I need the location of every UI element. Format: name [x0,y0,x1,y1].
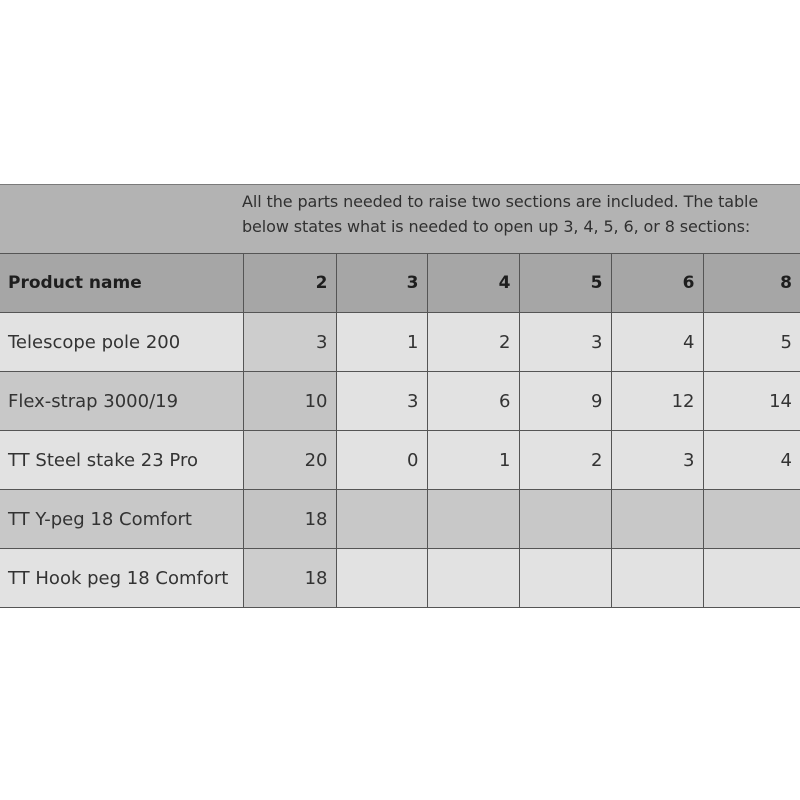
qty-cell: 1 [336,313,427,372]
header-sections-6: 6 [611,254,703,313]
product-name-cell: TT Steel stake 23 Pro [0,431,243,490]
qty-cell: 18 [243,490,336,549]
parts-table [0,253,800,608]
table-row [0,431,800,490]
product-name-cell: TT Y-peg 18 Comfort [0,490,243,549]
header-sections-8: 8 [703,254,800,313]
qty-cell: 3 [243,313,336,372]
qty-cell: 9 [519,372,611,431]
qty-cell: 10 [243,372,336,431]
empty-cell [336,490,427,549]
header-sections-5: 5 [519,254,611,313]
qty-cell: 1 [427,431,519,490]
table-note: All the parts needed to raise two sections are included. The table below states what is needed to open up 3, 4, 5, 6, or 8 sections: [242,192,759,236]
product-name-cell: Flex-strap 3000/19 [0,372,243,431]
empty-cell [519,549,611,608]
table-note-bar [0,184,800,253]
header-product-name: Product name [0,254,243,313]
qty-cell: 5 [703,313,800,372]
empty-cell [336,549,427,608]
qty-cell: 12 [611,372,703,431]
empty-cell [703,490,800,549]
table-row [0,372,800,431]
empty-cell [519,490,611,549]
table-header-row [0,254,800,313]
qty-cell: 6 [427,372,519,431]
product-name-cell: Telescope pole 200 [0,313,243,372]
empty-cell [611,549,703,608]
qty-cell: 4 [611,313,703,372]
qty-cell: 3 [519,313,611,372]
qty-cell: 2 [427,313,519,372]
table-row [0,490,800,549]
qty-cell: 3 [336,372,427,431]
empty-cell [427,490,519,549]
qty-cell: 0 [336,431,427,490]
product-name-cell: TT Hook peg 18 Comfort [0,549,243,608]
parts-table-panel [0,184,800,608]
qty-cell: 18 [243,549,336,608]
header-sections-2: 2 [243,254,336,313]
qty-cell: 3 [611,431,703,490]
table-row [0,313,800,372]
qty-cell: 4 [703,431,800,490]
empty-cell [703,549,800,608]
qty-cell: 2 [519,431,611,490]
qty-cell: 14 [703,372,800,431]
header-sections-3: 3 [336,254,427,313]
header-sections-4: 4 [427,254,519,313]
qty-cell: 20 [243,431,336,490]
empty-cell [427,549,519,608]
empty-cell [611,490,703,549]
table-row [0,549,800,608]
